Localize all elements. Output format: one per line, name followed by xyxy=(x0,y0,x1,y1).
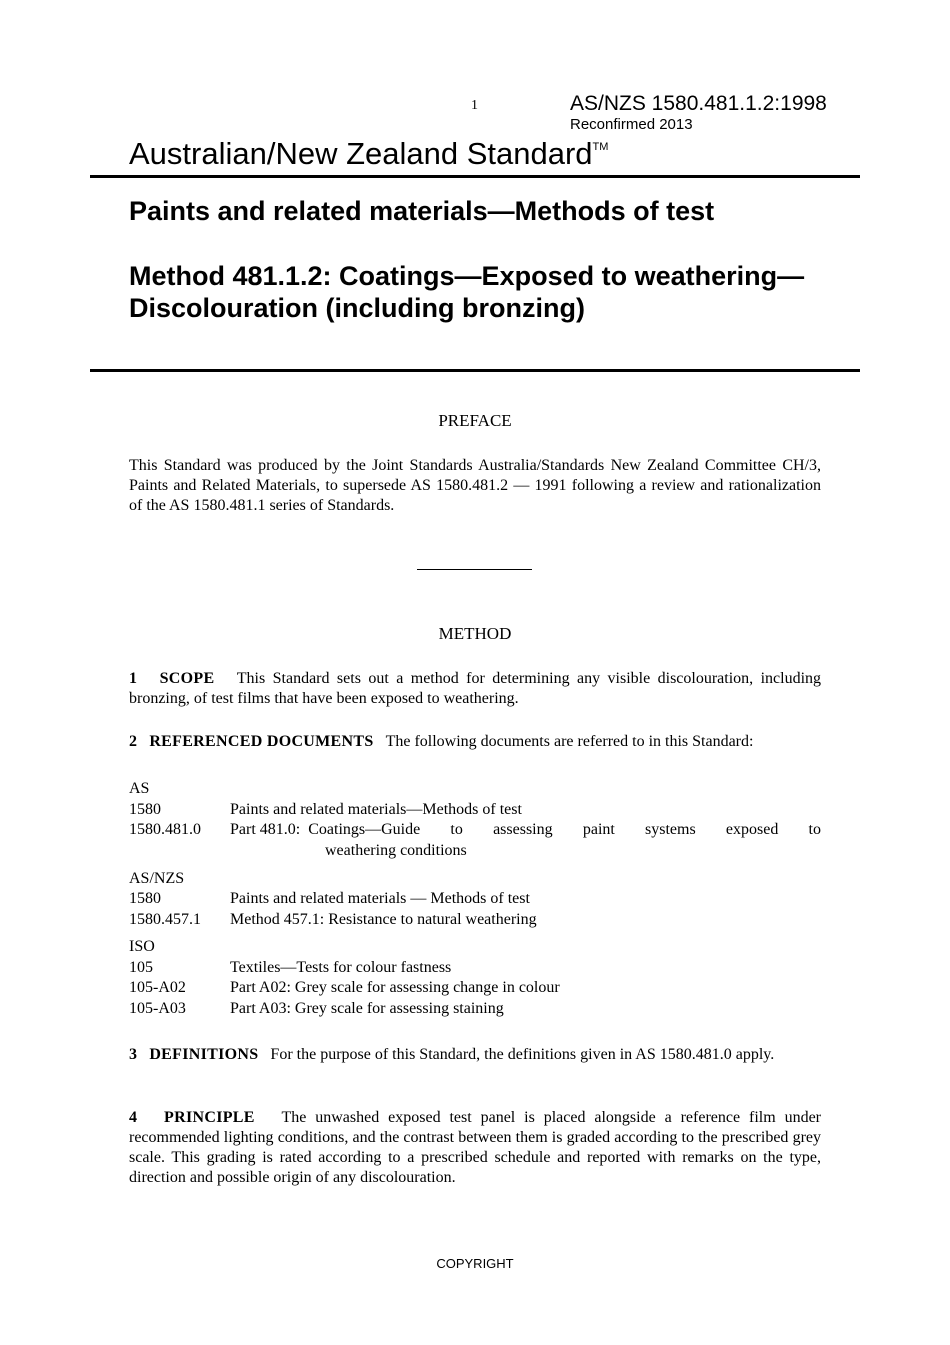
standard-type-text: Australian/New Zealand Standard xyxy=(129,136,593,171)
clause-title: REFERENCED DOCUMENTS xyxy=(149,733,374,750)
reference-code: 105 xyxy=(129,958,153,976)
clause-title: DEFINITIONS xyxy=(149,1046,259,1063)
reference-group-label: AS xyxy=(129,780,150,797)
reference-item xyxy=(129,820,821,861)
reference-title: Paints and related materials—Methods of test xyxy=(230,800,522,818)
header-rule-bottom xyxy=(90,369,860,372)
reference-group-asnzs xyxy=(129,869,821,931)
method-heading: METHOD xyxy=(438,624,512,643)
reference-title: Part A02: Grey scale for assessing change in colour xyxy=(230,979,560,996)
clause-referenced-documents xyxy=(129,732,821,752)
reference-title: Part A03: Grey scale for assessing staining xyxy=(230,999,504,1017)
standard-type-heading xyxy=(129,136,608,172)
reference-item xyxy=(129,999,821,1020)
reference-item xyxy=(129,958,821,979)
reference-item xyxy=(129,978,821,999)
clause-definitions xyxy=(129,1045,821,1065)
section-divider xyxy=(417,569,532,570)
reference-group-label: AS/NZS xyxy=(129,869,185,887)
reconfirmed-note: Reconfirmed 2013 xyxy=(570,116,693,133)
clause-number: 2 xyxy=(129,733,138,750)
preface-heading: PREFACE xyxy=(438,411,512,430)
referenced-documents-list xyxy=(129,779,821,1026)
reference-code: 1580 xyxy=(129,890,161,907)
reference-item xyxy=(129,800,821,821)
reference-group-label: ISO xyxy=(129,938,155,955)
reference-code: 105-A02 xyxy=(129,979,186,996)
reference-code: 1580 xyxy=(129,800,161,818)
reference-title: Coatings—Guide to assessing paint systems exposed to xyxy=(308,821,821,838)
reference-code: 1580.481.0 xyxy=(129,821,201,838)
reference-group-iso xyxy=(129,937,821,1019)
clause-text: The following documents are referred to in this Standard: xyxy=(385,733,754,750)
page-number: 1 xyxy=(471,98,478,113)
clause-title: SCOPE xyxy=(159,670,215,687)
method-title: Method 481.1.2: Coatings—Exposed to weathering—Discolouration (including bronzing) xyxy=(129,261,805,323)
clause-text: The unwashed exposed test panel is placed alongside a reference film under recommended lighting conditions, and the contrast between them is graded according to the prescribed grey scale. This grading is rated according to a prescribed schedule and reported with remarks on the type, direction and possible origin of any discolouration. xyxy=(129,1109,822,1186)
reference-title-continuation: weathering conditions xyxy=(325,842,467,859)
reference-part-label: Part 481.0: xyxy=(230,821,301,838)
header-rule-top xyxy=(90,175,860,178)
clause-scope xyxy=(129,669,821,709)
reference-code: 105-A03 xyxy=(129,999,186,1017)
copyright-footer: COPYRIGHT xyxy=(436,1256,514,1271)
reference-title: Paints and related materials — Methods of test xyxy=(230,890,530,907)
reference-code: 1580.457.1 xyxy=(129,910,201,928)
preface-paragraph: This Standard was produced by the Joint Standards Australia/Standards New Zealand Committee CH/3, Paints and Related Materials, to supersede AS 1580.481.2 — 1991 following a review and rationalization of the AS 1580.481.1 series of Standards. xyxy=(129,457,821,514)
reference-group-as xyxy=(129,779,821,862)
clause-number: 1 xyxy=(129,670,138,687)
clause-title: PRINCIPLE xyxy=(164,1109,255,1126)
standard-number: AS/NZS 1580.481.1.2:1998 xyxy=(570,92,827,115)
clause-number: 3 xyxy=(129,1046,138,1063)
trademark-mark: TM xyxy=(592,141,609,153)
clause-number: 4 xyxy=(129,1109,138,1126)
clause-text: For the purpose of this Standard, the definitions given in AS 1580.481.0 apply. xyxy=(270,1046,775,1063)
clause-principle xyxy=(129,1108,821,1188)
reference-title: Textiles—Tests for colour fastness xyxy=(230,958,452,976)
clause-text: This Standard sets out a method for determining any visible discolouration, including bronzing, of test films that have been exposed to weathering. xyxy=(129,670,822,707)
reference-item xyxy=(129,910,821,931)
reference-title: Method 457.1: Resistance to natural weathering xyxy=(230,910,537,928)
reference-item xyxy=(129,889,821,910)
series-title: Paints and related materials—Methods of test xyxy=(129,196,715,226)
